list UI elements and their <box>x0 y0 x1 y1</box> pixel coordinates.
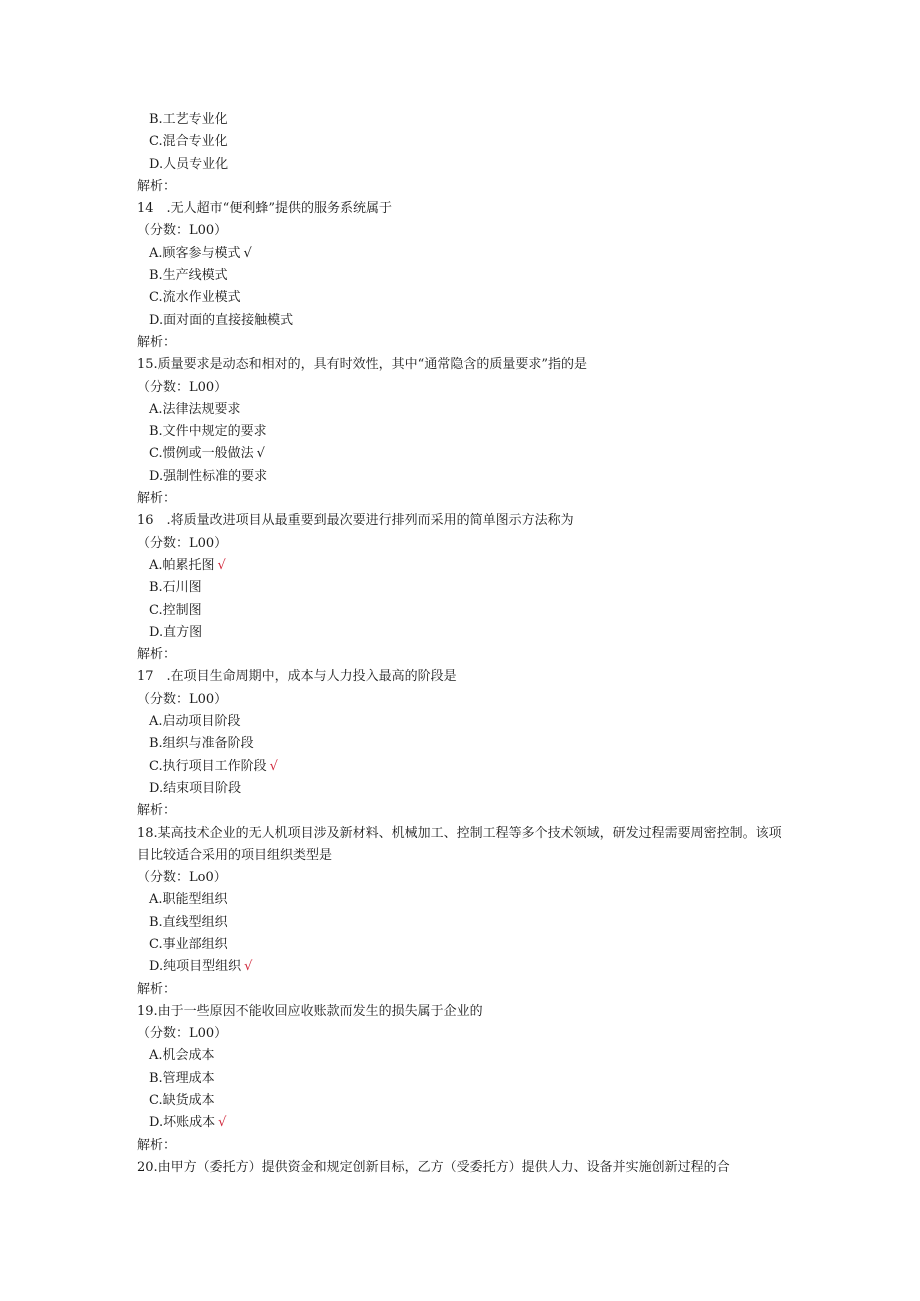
option-line: B.管理成本 <box>149 1070 215 1086</box>
option-line: B.组织与准备阶段 <box>149 736 254 752</box>
check-mark-icon: √ <box>256 446 265 462</box>
option-line: A.职能型组织 <box>149 892 228 908</box>
analysis-label: 解析： <box>137 803 177 819</box>
option-line: A.法律法规要求 <box>149 401 241 417</box>
option-line: D.面对面的直接接触模式 <box>149 312 294 328</box>
option-line <box>137 243 787 265</box>
option-line: D.人员专业化 <box>149 156 229 172</box>
option-line: C.缺货成本 <box>149 1093 215 1109</box>
question-score: （分数：L00） <box>137 691 228 707</box>
question-stem: 19.由于一些原因不能收回应收账款而发生的损失属于企业的 <box>137 1003 483 1019</box>
option-line: D.结束项目阶段 <box>149 780 242 796</box>
option-line: A.启动项目阶段 <box>149 714 241 730</box>
option-line <box>137 1112 787 1134</box>
question-stem: 16 .将质量改进项目从最重要到最次要进行排列而采用的简单图示方法称为 <box>137 513 574 529</box>
option-line: C.事业部组织 <box>149 936 228 952</box>
option-line <box>137 756 787 778</box>
option-line <box>137 555 787 577</box>
option-line: A.机会成本 <box>149 1048 215 1064</box>
question-score: （分数：Lo0） <box>137 870 227 886</box>
option-text: D.坏账成本 <box>149 1115 216 1131</box>
question-score: （分数：L00） <box>137 1026 228 1042</box>
document-body <box>137 109 787 1179</box>
check-mark-icon: √ <box>217 557 226 573</box>
question-score: （分数：L00） <box>137 223 228 239</box>
option-line: B.工艺专业化 <box>149 112 228 127</box>
question-block <box>137 510 787 666</box>
option-text: D.纯项目型组织 <box>149 959 242 975</box>
question-block <box>137 666 787 822</box>
check-mark-icon: √ <box>218 1115 227 1131</box>
option-line: C.混合专业化 <box>149 134 228 150</box>
option-text: C.惯例或一般做法 <box>149 446 254 462</box>
option-line: B.文件中规定的要求 <box>149 424 267 440</box>
option-line: D.直方图 <box>149 624 203 640</box>
option-line: C.控制图 <box>149 602 202 618</box>
option-line: C.流水作业模式 <box>149 290 241 306</box>
question-block <box>137 198 787 354</box>
question-block <box>137 354 787 510</box>
question-stem: 14 .无人超市“便利蜂”提供的服务系统属于 <box>137 201 392 217</box>
question-stem: 18.某高技术企业的无人机项目涉及新材料、机械加工、控制工程等多个技术领域，研发过程需要周密控制。该项目比较适合采用的项目组织类型是 <box>137 825 782 863</box>
option-line: D.强制性标准的要求 <box>149 468 268 484</box>
option-text: A.帕累托图 <box>149 557 215 573</box>
option-text: A.顾客参与模式 <box>149 245 241 261</box>
question-block <box>137 1001 787 1157</box>
question-block <box>137 823 787 1001</box>
option-line: B.石川图 <box>149 580 202 596</box>
option-line <box>137 443 787 465</box>
analysis-label: 解析： <box>137 981 177 997</box>
question-score: （分数：L00） <box>137 379 228 395</box>
check-mark-icon: √ <box>269 758 278 774</box>
question-stem: 15.质量要求是动态和相对的，具有时效性，其中“通常隐含的质量要求”指的是 <box>137 357 587 373</box>
analysis-label: 解析： <box>137 491 177 507</box>
analysis-label: 解析： <box>137 334 177 350</box>
check-mark-icon: √ <box>243 245 252 261</box>
question-stem: 17 .在项目生命周期中，成本与人力投入最高的阶段是 <box>137 669 457 685</box>
option-line: B.生产线模式 <box>149 268 228 284</box>
question-stem: 20.由甲方（委托方）提供资金和规定创新目标，乙方（受委托方）提供人力、设备并实施创新过程的合 <box>137 1159 730 1175</box>
question-score: （分数：L00） <box>137 535 228 551</box>
option-line: B.直线型组织 <box>149 914 228 930</box>
check-mark-icon: √ <box>244 959 253 975</box>
analysis-label: 解析： <box>137 1137 177 1153</box>
option-text: C.执行项目工作阶段 <box>149 758 267 774</box>
analysis-label: 解析： <box>137 647 177 663</box>
option-line <box>137 956 787 978</box>
analysis-label: 解析： <box>137 178 177 194</box>
